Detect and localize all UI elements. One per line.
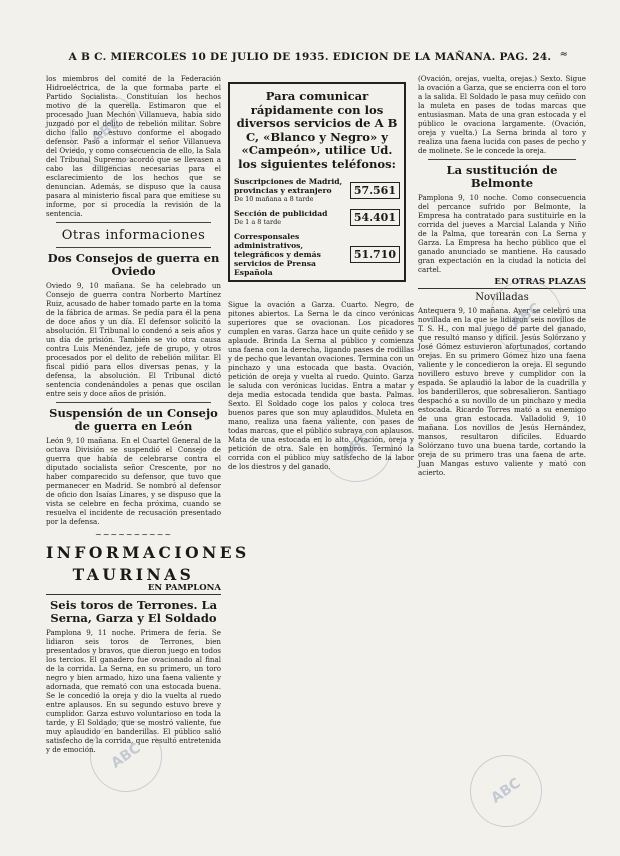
ad-phone-number: 57.561: [350, 182, 400, 199]
watermark-stamp: ABC: [476, 266, 576, 366]
column-middle: [228, 300, 414, 852]
article-body: Pamplona 9, 10 noche. Como consecuencia del percance sufrido por Belmonte, la Empresa ha contratado para sustituirle en la corrida del jueves a Marcial Lalanda y Niño de la Palma, que torearán con La Serna y Garza. La Empresa ha hecho público que el ganado anunciado se mantiene. Ha causado gran expectación en la ciudad la noticia del cartel.: [418, 193, 586, 274]
ad-row-label: Sección de publicidad De 1 a 8 tarde: [234, 208, 328, 226]
ad-row: [234, 209, 400, 227]
article-body: Sigue la ovación a Garza. Cuarto. Negro, de pitones abiertos. La Serna le da cinco verónicas superiores que se ovacionan. Los picadores cumplen en varas. Garza hace un quite ceñido y se aplaude. Brinda La Serna al público y comienza una faena con la derecha, ligando pases de rodillas y de pecho que levantan ovaciones. Termina con un pinchazo y una estocada que basta. Ovación, petición de oreja y vuelta al ruedo. Quinto. Garza le saluda con verónicas lucidas. Entra a matar y deja media estocada tendida que basta. Palmas. Sexto. El Soldado coge los palos y coloca tres buenos pares que son muy aplaudidos. Muleta en mano, realiza una faena valiente, con pases de todas marcas, que el público subraya con aplausos. Mata de una estocada en lo alto. Ovación, oreja y petición de otra. Sale en hombros. Terminó la corrida con el público muy satisfecho de la labor de los diestros y del ganado.: [228, 300, 414, 471]
divider: [56, 247, 211, 248]
phone-ad-box: [228, 82, 406, 282]
ad-title: Para comunicar rápidamente con los diversos servicios de A B C, «Blanco y Negro» y «Campeón», utilice Ud. los siguientes teléfonos:: [236, 89, 398, 171]
article-body: León 9, 10 mañana. En el Cuartel General de la octava División se suspendió el Consejo de guerra que había de celebrarse contra el diputado socialista señor Crescente, por no haber comparecido su defensor, que tuvo que permanecer en Madrid. Se nombró al defensor de oficio don Isaías Linares, y se dispuso que la vista se celebre en fecha próxima, cuando se resuelva el incidente de recusación presentado por la defensa.: [46, 436, 221, 526]
bullfight-section-title: INFORMACIONES: [46, 543, 250, 562]
column-right: [418, 74, 586, 854]
watermark-stamp: ABC: [76, 706, 176, 806]
watermark-stamp: ABC: [456, 741, 556, 841]
article-headline: Novilladas: [475, 292, 529, 303]
ad-phone-number: 54.401: [350, 209, 400, 226]
bullfight-section-title: TAURINAS: [72, 565, 195, 584]
watermark-stamp: ABC: [306, 396, 406, 496]
article-headline: La sustitución de Belmonte: [446, 163, 558, 190]
article-body: Oviedo 9, 10 mañana. Se ha celebrado un Consejo de guerra contra Norberto Martínez Ruiz, acusado de haber tomado parte en la toma de la fábrica de armas. Se pedía para él la pena de doce años y un día. El defensor solicitó la absolución. El Tribunal lo condenó a seis años y un día de prisión. También se vio otra causa contra Luis Menéndez, jefe de grupo, y otros procesados por el delito de rebelión militar. El fiscal pidió para ellos diversas penas, y la defensa, la absolución. El Tribunal dictó sentencia condenándoles a penas que oscilan entre seis y doce años de prisión.: [46, 281, 221, 398]
ad-row: [234, 232, 400, 277]
page-mark: ≈: [559, 49, 568, 60]
location-label: EN PAMPLONA: [46, 583, 221, 595]
location-label: EN OTRAS PLAZAS: [418, 277, 586, 289]
divider: [428, 159, 576, 160]
intro-paragraph: los miembros del comité de la Federación Hidroeléctrica, de la que formaba parte el Partido Socialista. Constituían los hechos motivo de la querella. Estimaron que el procesado Juan Mechón Villanueva, había sido juzgado por el delito de rebelión militar. Sobre dicho fallo no estuvo conforme el abogado defensor. Pasó a informar el señor Villanueva del Oviedo, y como consecuencia de ello, la Sala del Tribunal Supremo acordó que se llevasen a cabo las diligencias necesarias para el esclarecimiento de los hechos que se denuncian. Además, se dispuso que la causa pasara al ministerio fiscal para que emitiese su informe, por si procedía la revisión de la sentencia.: [46, 74, 221, 218]
ad-row: [234, 177, 400, 204]
section-title: Otras informaciones: [61, 228, 206, 243]
ad-phone-number: 51.710: [350, 246, 400, 263]
ornament-divider: ~~~~~~~~~~: [94, 530, 173, 539]
ad-row-label: Suscripciones de Madrid, provincias y extranjero De 10 mañana a 8 tarde: [234, 176, 343, 203]
article-headline: Dos Consejos de guerra en Oviedo: [47, 251, 220, 278]
watermark-stamp: ABC: [56, 81, 156, 181]
article-body: (Ovación, orejas, vuelta, orejas.) Sexto. Sigue la ovación a Garza, que se encierra con el toro a la salida. El Soldado le pasa muy ceñido con la muleta en pases de todas marcas que entusiasman. Mata de una gran estocada y el público le ovaciona largamente. (Ovación, oreja y vuelta.) La Serna brinda al toro y realiza una faena lucida con pases de pecho y de molinete. Se le concede la oreja.: [418, 74, 586, 155]
divider: [56, 222, 211, 223]
article-headline: Suspensión de un Consejo de guerra en León: [49, 406, 218, 433]
divider: [56, 402, 211, 403]
article-headline: Seis toros de Terrones. La Serna, Garza y El Soldado: [49, 598, 218, 625]
ad-row-label: Corresponsales administrativos, telegráficos y demás servicios de Prensa Española: [234, 231, 321, 277]
article-body: Antequera 9, 10 mañana. Ayer se celebró una novillada en la que se lidiaron seis novillos de T. S. H., con mal juego de parte del ganado, que resultó manso y difícil. Jesús Solórzano y José Gómez estuvieron afortunados, cortando orejas. En su primero Gómez hizo una faena valiente y le concedieron la oreja. El segundo novillero estuvo breve y cumplidor con la espada. Se aplaudió la labor de la cuadrilla y los banderilleros, que sobresalieron. Santiago despachó a su novillo de un pinchazo y media estocada. Ricardo Torres mató a su enemigo de una gran estocada. Valladolid 9, 10 mañana. Los novillos de Jesús Hernández, mansos, resultaron difíciles. Eduardo Solórzano tuvo una buena tarde, cortando la oreja de su primero tras una faena de arte. Juan Mangas estuvo valiente y mató con acierto.: [418, 306, 586, 477]
page-header: A B C. MIERCOLES 10 DE JULIO DE 1935. EDICION DE LA MAÑANA. PAG. 24.: [68, 51, 552, 63]
article-body: Pamplona 9, 11 noche. Primera de feria. Se lidiaron seis toros de Terrones, bien presentados y bravos, que dieron juego en todos los tercios. El ganadero fue ovacionado al final de la corrida. La Serna, en su primero, un toro negro y bien armado, hizo una faena valiente y adornada, que remató con una estocada buena. Se le concedió la oreja y dio la vuelta al ruedo entre aplausos. En su segundo estuvo breve y cumplidor. Garza estuvo voluntarioso en toda la tarde, y El Soldado, que se mostró valiente, fue muy aplaudido en banderillas. El público salió satisfecho de la corrida, que resultó entretenida y de emoción.: [46, 628, 221, 754]
